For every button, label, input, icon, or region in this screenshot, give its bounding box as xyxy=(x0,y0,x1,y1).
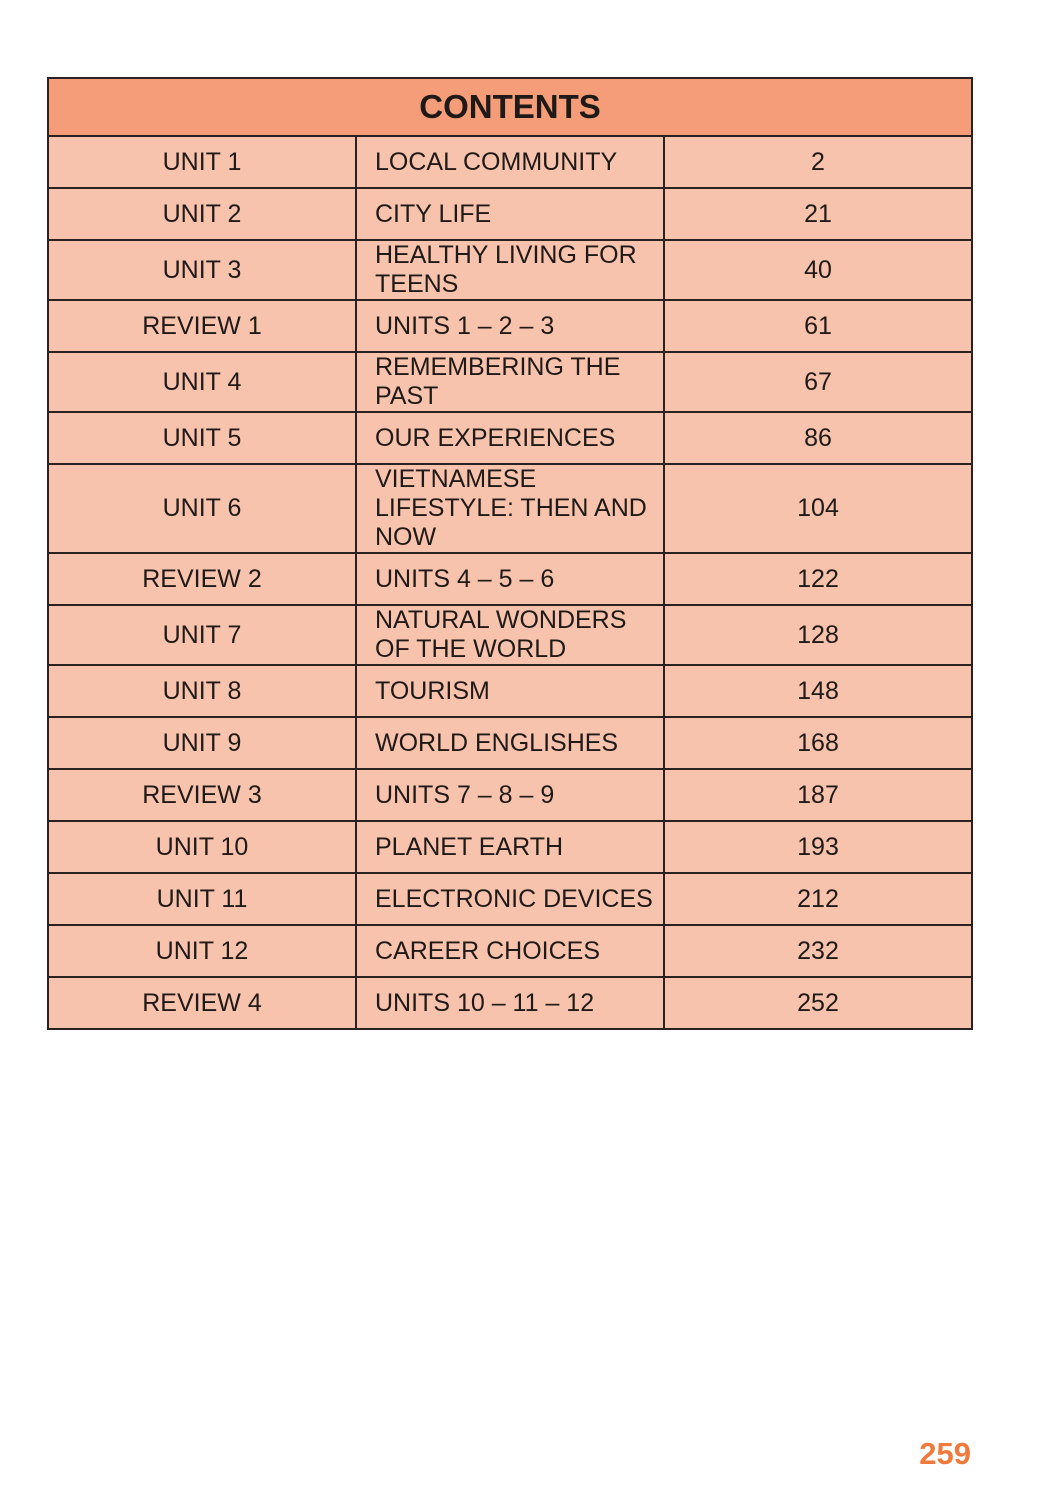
unit-page: 187 xyxy=(664,769,972,821)
unit-label: UNIT 10 xyxy=(48,821,356,873)
table-row xyxy=(48,977,972,1029)
table-row xyxy=(48,188,972,240)
unit-page: 104 xyxy=(664,464,972,553)
unit-topic: HEALTHY LIVING FOR TEENS xyxy=(356,240,664,300)
unit-topic: CAREER CHOICES xyxy=(356,925,664,977)
unit-topic: CITY LIFE xyxy=(356,188,664,240)
table-row xyxy=(48,464,972,553)
unit-label: REVIEW 2 xyxy=(48,553,356,605)
unit-topic: UNITS 7 – 8 – 9 xyxy=(356,769,664,821)
table-row xyxy=(48,352,972,412)
unit-label: UNIT 4 xyxy=(48,352,356,412)
unit-page: 86 xyxy=(664,412,972,464)
contents-table xyxy=(47,77,973,1030)
table-row xyxy=(48,665,972,717)
unit-page: 128 xyxy=(664,605,972,665)
table-row xyxy=(48,605,972,665)
table-row xyxy=(48,873,972,925)
unit-topic: REMEMBERING THE PAST xyxy=(356,352,664,412)
table-row xyxy=(48,553,972,605)
unit-label: UNIT 7 xyxy=(48,605,356,665)
unit-topic: VIETNAMESE LIFESTYLE: THEN AND NOW xyxy=(356,464,664,553)
unit-label: REVIEW 4 xyxy=(48,977,356,1029)
unit-page: 122 xyxy=(664,553,972,605)
unit-page: 21 xyxy=(664,188,972,240)
table-row xyxy=(48,821,972,873)
table-row xyxy=(48,412,972,464)
unit-page: 212 xyxy=(664,873,972,925)
unit-topic: UNITS 10 – 11 – 12 xyxy=(356,977,664,1029)
unit-page: 193 xyxy=(664,821,972,873)
unit-page: 168 xyxy=(664,717,972,769)
unit-topic: UNITS 1 – 2 – 3 xyxy=(356,300,664,352)
unit-page: 232 xyxy=(664,925,972,977)
unit-topic: UNITS 4 – 5 – 6 xyxy=(356,553,664,605)
unit-label: REVIEW 3 xyxy=(48,769,356,821)
table-row xyxy=(48,769,972,821)
unit-label: UNIT 6 xyxy=(48,464,356,553)
table-row xyxy=(48,717,972,769)
page-number: 259 xyxy=(919,1436,971,1471)
table-row xyxy=(48,300,972,352)
unit-page: 67 xyxy=(664,352,972,412)
table-row xyxy=(48,240,972,300)
unit-topic: PLANET EARTH xyxy=(356,821,664,873)
table-row xyxy=(48,136,972,188)
unit-topic: NATURAL WONDERS OF THE WORLD xyxy=(356,605,664,665)
unit-label: UNIT 12 xyxy=(48,925,356,977)
contents-header-row xyxy=(48,78,972,136)
unit-topic: LOCAL COMMUNITY xyxy=(356,136,664,188)
unit-label: UNIT 1 xyxy=(48,136,356,188)
unit-page: 148 xyxy=(664,665,972,717)
unit-label: UNIT 8 xyxy=(48,665,356,717)
unit-label: UNIT 5 xyxy=(48,412,356,464)
unit-topic: OUR EXPERIENCES xyxy=(356,412,664,464)
unit-label: UNIT 11 xyxy=(48,873,356,925)
contents-title: CONTENTS xyxy=(48,78,972,136)
unit-topic: TOURISM xyxy=(356,665,664,717)
unit-label: UNIT 9 xyxy=(48,717,356,769)
unit-page: 2 xyxy=(664,136,972,188)
unit-page: 61 xyxy=(664,300,972,352)
table-row xyxy=(48,925,972,977)
unit-label: UNIT 2 xyxy=(48,188,356,240)
unit-label: UNIT 3 xyxy=(48,240,356,300)
unit-page: 252 xyxy=(664,977,972,1029)
unit-topic: ELECTRONIC DEVICES xyxy=(356,873,664,925)
unit-topic: WORLD ENGLISHES xyxy=(356,717,664,769)
unit-page: 40 xyxy=(664,240,972,300)
unit-label: REVIEW 1 xyxy=(48,300,356,352)
